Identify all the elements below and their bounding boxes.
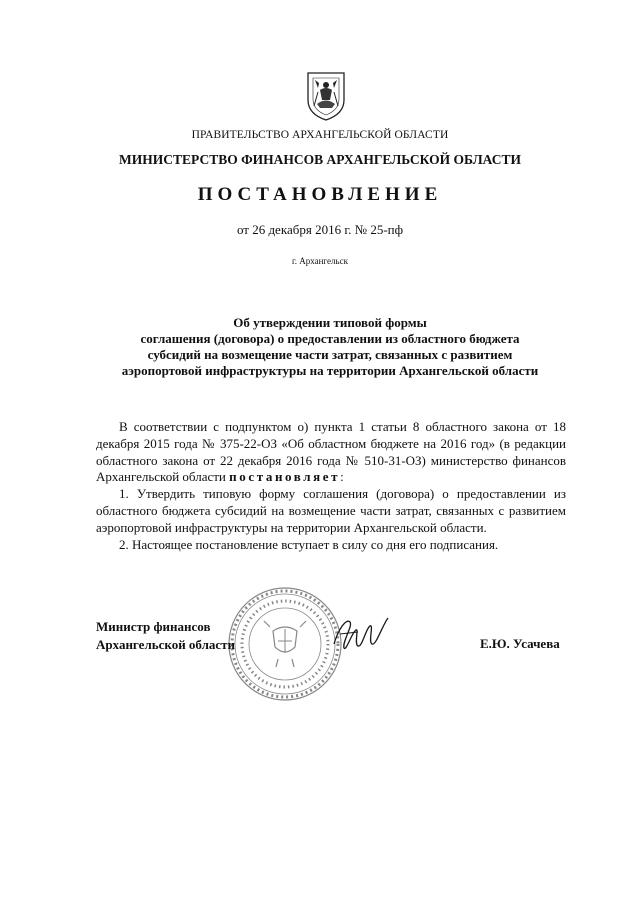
- document-date-number: от 26 декабря 2016 г. № 25-пф: [236, 222, 404, 237]
- official-seal-stamp: [226, 585, 344, 703]
- preamble-paragraph: [96, 419, 566, 486]
- title-line: субсидий на возмещение части затрат, связанных с развитием: [147, 347, 513, 362]
- title-line: Об утверждении типовой формы: [233, 315, 427, 330]
- title-line: аэропортовой инфраструктуры на территории Архангельской области: [121, 363, 539, 378]
- document-type: ПОСТАНОВЛЕНИЕ: [197, 184, 443, 205]
- signatory-position-line1: Министр финансов: [96, 619, 211, 634]
- signatory-name: Е.Ю. Усачева: [480, 636, 560, 651]
- signatory-position-line2: Архангельской области: [96, 637, 236, 652]
- title-line: соглашения (договора) о предоставлении из областного бюджета: [140, 331, 520, 346]
- resolves-colon: :: [340, 469, 344, 485]
- document-title: [100, 315, 560, 379]
- resolves-word: постановляет: [229, 469, 341, 485]
- government-name: ПРАВИТЕЛЬСТВО АРХАНГЕЛЬСКОЙ ОБЛАСТИ: [191, 129, 449, 141]
- ministry-name: МИНИСТЕРСТВО ФИНАНСОВ АРХАНГЕЛЬСКОЙ ОБЛАСТИ: [119, 152, 521, 167]
- signatory-position: [96, 618, 235, 654]
- handwritten-signature: [328, 608, 394, 658]
- preamble-text: В соответствии с подпунктом о) пункта 1 статьи 8 областного закона от 18 декабря 2015 года № 375-22-ОЗ «Об областном бюджете на 2016 год» (в редакции областного закона от 22 декабря 2016 года № 510-31-ОЗ) министерство финансов Архангельской области: [96, 419, 566, 485]
- item-1-paragraph: 1. Утвердить типовую форму соглашения (договора) о предоставлении из областного бюджета субсидий на возмещение части затрат, связанных с развитием аэропортовой инфраструктуры на территории Архангельской области.: [96, 486, 566, 535]
- coat-of-arms-emblem: [305, 70, 347, 122]
- city: г. Архангельск: [292, 256, 348, 266]
- item-2-paragraph: 2. Настоящее постановление вступает в силу со дня его подписания.: [119, 536, 499, 552]
- document-body: [96, 419, 566, 553]
